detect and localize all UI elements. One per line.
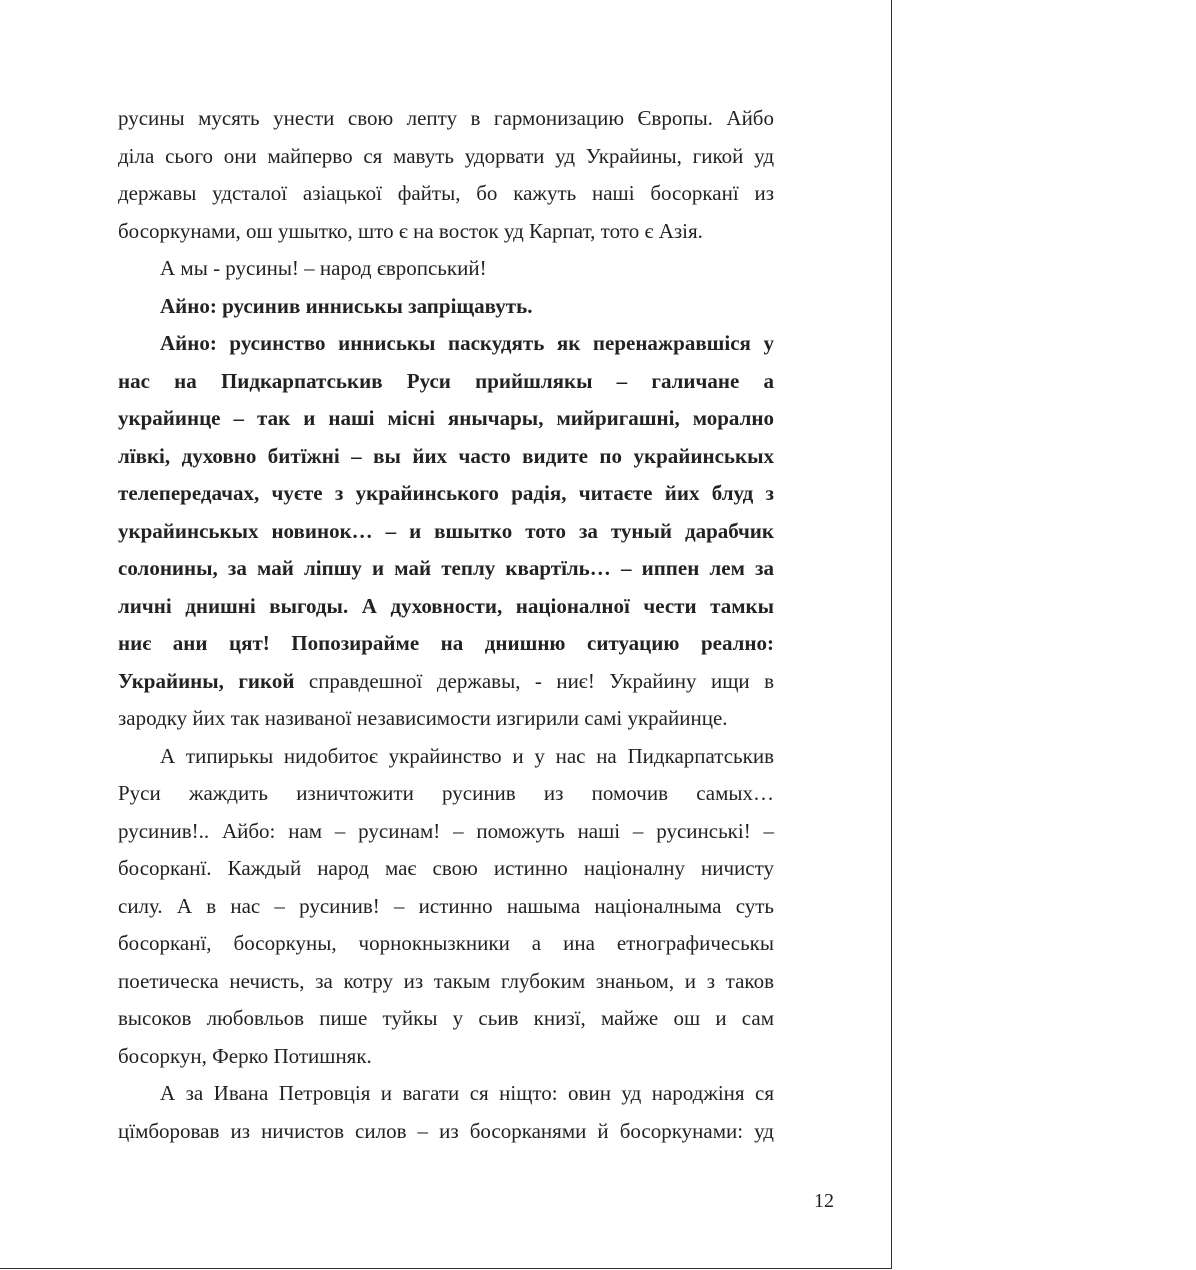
text-line: А мы - русины! – народ європський! — [160, 256, 487, 280]
bold-segment: Украйины, гикой — [118, 668, 295, 693]
text-line: личні днишні выгоды. А духовности, націоналної чести тамкы — [118, 593, 774, 618]
text-line: босорканї. Каждый народ має свою истинно націоналну ничисту — [118, 856, 774, 880]
text-line: высоков любовльов пише туйкы у сьив книзї, майже ош и сам — [118, 1006, 774, 1030]
text-line: украйинце – так и наші місні янычары, мийригашні, морално — [118, 406, 774, 430]
text-line: поетическа нечисть, за котру из такым глубоким знаньом, и з таков — [118, 968, 774, 993]
text-line: русинив!.. Айбо: нам – русинам! – поможуть наші – русинські! – — [118, 818, 774, 843]
text-line: русины мусять унести свою лепту в гармонизацию Європы. Айбо — [118, 106, 774, 130]
text-line: А типирькы нидобитоє украйинство и у нас на Пидкарпатськив — [160, 743, 774, 768]
text-line: державы удсталої азіацької файты, бо кажуть наші босорканї из — [118, 181, 774, 205]
text-line: цїмборовав из ничистов силов – из босорканями й босоркунами: уд — [118, 1118, 774, 1143]
text-line: солонины, за май ліпшу и май теплу квартїль… – иппен лем за — [118, 556, 774, 580]
text-line: ниє ани цят! Попозирайме на днишню ситуацию реално: — [118, 631, 774, 655]
text-line: Айно: русинство инниськы паскудять як перенажравшіся у — [160, 331, 774, 355]
text-line: зародку йих так називаної независимости изгирили самі украйинце. — [118, 706, 728, 730]
text-line: силу. А в нас – русинив! – истинно нашыма націоналныма суть — [118, 893, 774, 918]
text-line: лївкі, духовно битїжні – вы йих часто видите по украйинськых — [118, 443, 774, 468]
text-line: босорканї, босоркуны, чорнокнызкники а ина етнографичеськы — [118, 931, 774, 955]
text-line: босоркун, Ферко Потишняк. — [118, 1043, 372, 1068]
text-line: босоркунами, ош ушытко, што є на восток уд Карпат, тото є Азія. — [118, 218, 703, 243]
page-number: 12 — [814, 1190, 834, 1212]
normal-segment: справдешної державы, - ниє! Украйину ищи в — [294, 668, 774, 693]
text-line: Руси жаждить изничтожити русинив из помочив самых… — [118, 781, 774, 805]
body-text — [118, 100, 774, 1150]
text-line: діла сього они майперво ся мавуть удорвати уд Украйины, гикой уд — [118, 143, 774, 168]
text-line: А за Ивана Петровція и вагати ся ніщто: овин уд народжіня ся — [160, 1081, 774, 1105]
text-line: Айно: русинив инниськы запріщавуть. — [160, 293, 533, 318]
text-line: нас на Пидкарпатськив Руси прийшлякы – галичане а — [118, 368, 774, 393]
text-line-mixed — [118, 663, 774, 701]
text-line: телепередачах, чуєте з украйинського радія, читаєте йих блуд з — [118, 481, 774, 505]
text-line: украйинськых новинок… – и вшытко тото за туный дарабчик — [118, 518, 774, 543]
